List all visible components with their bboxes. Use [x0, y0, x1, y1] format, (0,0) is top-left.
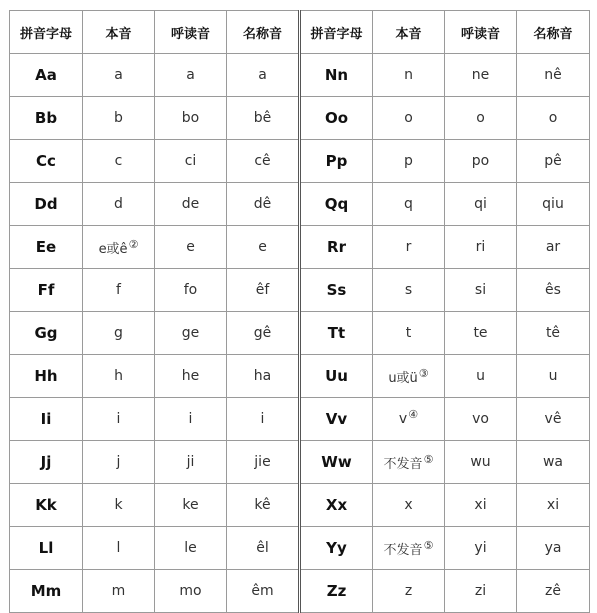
ming-cheng-yin-cell: jie	[227, 441, 300, 484]
hu-du-yin-cell: i	[155, 398, 227, 441]
pinyin-letter-cell: Tt	[300, 312, 373, 355]
ben-yin-text: g	[114, 325, 123, 341]
header-ming-cheng-yin: 名称音	[227, 11, 300, 54]
ming-cheng-yin-cell: êl	[227, 527, 300, 570]
ben-yin-text: v	[398, 411, 408, 427]
ming-cheng-yin-cell: vê	[517, 398, 590, 441]
pinyin-letter-cell: Zz	[300, 570, 373, 613]
ming-cheng-yin-cell: o	[517, 97, 590, 140]
ben-yin-text: o	[404, 110, 413, 126]
ben-yin-cell	[373, 398, 445, 441]
footnote-marker: ②	[128, 237, 139, 251]
ben-yin-cell	[373, 355, 445, 398]
ben-yin-cell	[373, 140, 445, 183]
pinyin-letter-cell: Bb	[10, 97, 83, 140]
ming-cheng-yin-cell: tê	[517, 312, 590, 355]
pinyin-letter-cell: Cc	[10, 140, 83, 183]
footnote-marker: ④	[408, 408, 419, 421]
pinyin-letter-cell: Mm	[10, 570, 83, 613]
table-row	[10, 183, 590, 226]
ming-cheng-yin-cell: ês	[517, 269, 590, 312]
ben-yin-cell	[83, 269, 155, 312]
hu-du-yin-cell: de	[155, 183, 227, 226]
ben-yin-cell	[373, 484, 445, 527]
ming-cheng-yin-cell: êm	[227, 570, 300, 613]
table-row	[10, 226, 590, 269]
hu-du-yin-cell: a	[155, 54, 227, 97]
pinyin-letter-cell: Yy	[300, 527, 373, 570]
footnote-marker: ③	[418, 366, 429, 380]
pinyin-letter-cell: Ii	[10, 398, 83, 441]
ben-yin-cell	[83, 484, 155, 527]
pinyin-letter-cell: Hh	[10, 355, 83, 398]
pinyin-letter-cell: Nn	[300, 54, 373, 97]
pinyin-letter-cell: Kk	[10, 484, 83, 527]
ben-yin-cell	[373, 183, 445, 226]
ben-yin-text: x	[404, 497, 413, 513]
pinyin-letter-cell: Ss	[300, 269, 373, 312]
hu-du-yin-cell: yi	[445, 527, 517, 570]
pinyin-alphabet-table	[9, 10, 590, 613]
ming-cheng-yin-cell: e	[227, 226, 300, 269]
ming-cheng-yin-cell: ar	[517, 226, 590, 269]
ben-yin-text: f	[116, 282, 121, 298]
header-pinyin-letter-right: 拼音字母	[300, 11, 373, 54]
ben-yin-cell	[83, 226, 155, 269]
hu-du-yin-cell: te	[445, 312, 517, 355]
pinyin-letter-cell: Aa	[10, 54, 83, 97]
ben-yin-text: n	[404, 67, 413, 83]
ming-cheng-yin-cell: ya	[517, 527, 590, 570]
ming-cheng-yin-cell: i	[227, 398, 300, 441]
pinyin-letter-cell: Ww	[300, 441, 373, 484]
pinyin-letter-cell: Dd	[10, 183, 83, 226]
hu-du-yin-cell: fo	[155, 269, 227, 312]
ben-yin-text: 不发音	[383, 456, 423, 472]
ben-yin-text: z	[404, 583, 413, 599]
ben-yin-cell	[373, 226, 445, 269]
pinyin-letter-cell: Xx	[300, 484, 373, 527]
hu-du-yin-cell: xi	[445, 484, 517, 527]
ben-yin-cell	[83, 355, 155, 398]
header-pinyin-letter: 拼音字母	[10, 11, 83, 54]
ming-cheng-yin-cell: zê	[517, 570, 590, 613]
ben-yin-cell	[373, 312, 445, 355]
header-row	[10, 11, 590, 54]
pinyin-letter-cell: Qq	[300, 183, 373, 226]
pinyin-letter-cell: Uu	[300, 355, 373, 398]
ben-yin-cell	[83, 183, 155, 226]
ben-yin-text: p	[404, 153, 413, 169]
table-row	[10, 140, 590, 183]
ming-cheng-yin-cell: xi	[517, 484, 590, 527]
hu-du-yin-cell: u	[445, 355, 517, 398]
hu-du-yin-cell: zi	[445, 570, 517, 613]
ming-cheng-yin-cell: qiu	[517, 183, 590, 226]
ben-yin-cell	[373, 269, 445, 312]
ben-yin-text: q	[404, 196, 413, 212]
ben-yin-cell	[373, 97, 445, 140]
ben-yin-text: h	[114, 368, 123, 384]
ben-yin-text: k	[114, 497, 123, 513]
table-row	[10, 97, 590, 140]
hu-du-yin-cell: po	[445, 140, 517, 183]
header-hu-du-yin-right: 呼读音	[445, 11, 517, 54]
hu-du-yin-cell: bo	[155, 97, 227, 140]
ben-yin-text: 不发音	[383, 542, 423, 558]
table-container	[9, 10, 589, 613]
header-ben-yin-right: 本音	[373, 11, 445, 54]
footnote-marker: ⑤	[423, 538, 434, 552]
hu-du-yin-cell: mo	[155, 570, 227, 613]
ben-yin-cell	[83, 140, 155, 183]
table-row	[10, 54, 590, 97]
hu-du-yin-cell: wu	[445, 441, 517, 484]
ming-cheng-yin-cell: ha	[227, 355, 300, 398]
hu-du-yin-cell: ri	[445, 226, 517, 269]
ben-yin-text: l	[116, 540, 121, 556]
pinyin-letter-cell: Ee	[10, 226, 83, 269]
table-row	[10, 312, 590, 355]
pinyin-letter-cell: Oo	[300, 97, 373, 140]
ben-yin-cell	[83, 54, 155, 97]
ben-yin-text: j	[116, 454, 121, 470]
ming-cheng-yin-cell: kê	[227, 484, 300, 527]
hu-du-yin-cell: ne	[445, 54, 517, 97]
ben-yin-text: e或ê	[98, 241, 128, 257]
ben-yin-text: u或ü	[388, 370, 418, 386]
header-ming-cheng-yin-right: 名称音	[517, 11, 590, 54]
pinyin-letter-cell: Ff	[10, 269, 83, 312]
ben-yin-cell	[83, 570, 155, 613]
hu-du-yin-cell: ji	[155, 441, 227, 484]
ben-yin-text: d	[114, 196, 123, 212]
table-row	[10, 441, 590, 484]
ben-yin-cell	[83, 398, 155, 441]
hu-du-yin-cell: qi	[445, 183, 517, 226]
ben-yin-cell	[373, 570, 445, 613]
ben-yin-cell	[373, 54, 445, 97]
ben-yin-cell	[83, 97, 155, 140]
hu-du-yin-cell: ci	[155, 140, 227, 183]
ming-cheng-yin-cell: nê	[517, 54, 590, 97]
ming-cheng-yin-cell: pê	[517, 140, 590, 183]
table-row	[10, 355, 590, 398]
hu-du-yin-cell: le	[155, 527, 227, 570]
ben-yin-text: a	[114, 67, 123, 83]
ben-yin-cell	[83, 312, 155, 355]
table-row	[10, 570, 590, 613]
footnote-marker: ⑤	[423, 452, 434, 466]
ming-cheng-yin-cell: gê	[227, 312, 300, 355]
pinyin-letter-cell: Jj	[10, 441, 83, 484]
ben-yin-text: i	[116, 411, 121, 427]
hu-du-yin-cell: ge	[155, 312, 227, 355]
table-row	[10, 269, 590, 312]
ben-yin-cell	[373, 527, 445, 570]
pinyin-letter-cell: Pp	[300, 140, 373, 183]
table-row	[10, 527, 590, 570]
ming-cheng-yin-cell: cê	[227, 140, 300, 183]
ben-yin-text: r	[405, 239, 412, 255]
ben-yin-text: t	[405, 325, 412, 341]
hu-du-yin-cell: ke	[155, 484, 227, 527]
ben-yin-text: s	[404, 282, 413, 298]
ming-cheng-yin-cell: a	[227, 54, 300, 97]
header-hu-du-yin: 呼读音	[155, 11, 227, 54]
ming-cheng-yin-cell: wa	[517, 441, 590, 484]
ming-cheng-yin-cell: dê	[227, 183, 300, 226]
ben-yin-cell	[83, 441, 155, 484]
header-ben-yin: 本音	[83, 11, 155, 54]
ben-yin-cell	[373, 441, 445, 484]
pinyin-letter-cell: Gg	[10, 312, 83, 355]
pinyin-letter-cell: Rr	[300, 226, 373, 269]
pinyin-letter-cell: Vv	[300, 398, 373, 441]
ben-yin-text: m	[111, 583, 126, 599]
ming-cheng-yin-cell: bê	[227, 97, 300, 140]
ben-yin-text: c	[114, 153, 123, 169]
hu-du-yin-cell: he	[155, 355, 227, 398]
ming-cheng-yin-cell: u	[517, 355, 590, 398]
table-body	[10, 54, 590, 613]
pinyin-letter-cell: Ll	[10, 527, 83, 570]
hu-du-yin-cell: vo	[445, 398, 517, 441]
hu-du-yin-cell: si	[445, 269, 517, 312]
hu-du-yin-cell: e	[155, 226, 227, 269]
ben-yin-text: b	[114, 110, 123, 126]
table-row	[10, 398, 590, 441]
table-row	[10, 484, 590, 527]
ming-cheng-yin-cell: êf	[227, 269, 300, 312]
hu-du-yin-cell: o	[445, 97, 517, 140]
ben-yin-cell	[83, 527, 155, 570]
